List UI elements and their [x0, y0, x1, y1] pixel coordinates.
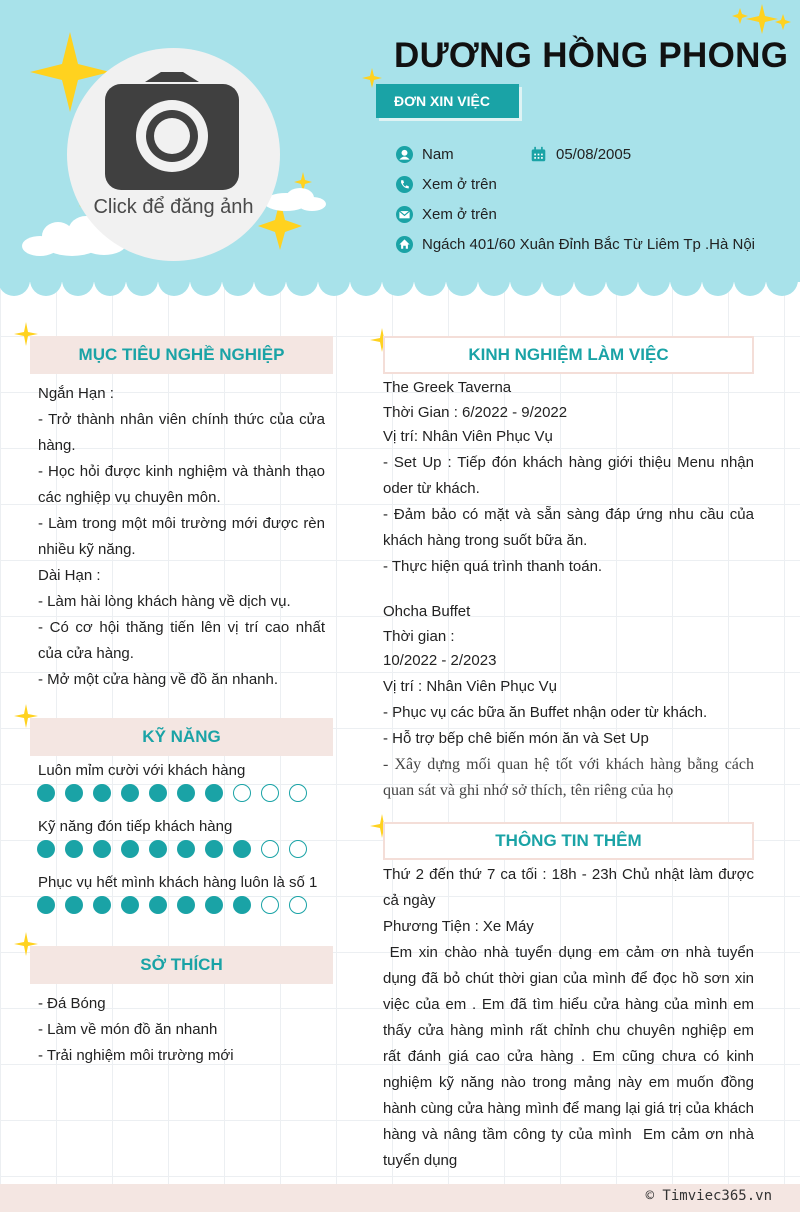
birthday-row	[530, 146, 631, 163]
rating-dot-filled	[233, 840, 251, 858]
footer	[0, 1184, 800, 1212]
phone-value: Xem ở trên	[422, 176, 497, 193]
rating-dot-filled	[121, 840, 139, 858]
career-goal-line: - Trở thành nhân viên chính thức của cửa hàng.	[38, 411, 325, 454]
address-value: Ngách 401/60 Xuân Đỉnh Bắc Từ Liêm Tp .Hà Nội	[422, 236, 756, 253]
footer-credit: © Timviec365.vn	[645, 1188, 772, 1204]
avatar-label: Click để đăng ảnh	[93, 196, 254, 218]
rating-dot-filled	[177, 896, 195, 914]
job-line: - Xây dựng mối quan hệ tốt với khách hàng bằng cách quan sát và ghi nhớ sở thích, tên riêng của họ	[383, 755, 754, 799]
header	[0, 0, 800, 300]
rating-dot-filled	[93, 896, 111, 914]
hobbies-content	[38, 991, 325, 1069]
rating-dot-filled	[205, 896, 223, 914]
address-row	[396, 236, 755, 253]
job-line: Ohcha Buffet	[383, 603, 471, 620]
skill-rating	[37, 784, 307, 802]
mail-icon	[396, 206, 413, 223]
calendar-icon	[530, 146, 547, 163]
rating-dot-filled	[205, 784, 223, 802]
applicant-name: DƯƠNG HỒNG PHONG	[394, 36, 789, 75]
rating-dot-empty	[289, 784, 307, 802]
phone-row	[396, 176, 497, 193]
job-1	[383, 376, 754, 580]
career-goal-heading: MỤC TIÊU NGHỀ NGHIỆP	[30, 336, 333, 374]
skill-name: Phục vụ hết mình khách hàng luôn là số 1	[38, 874, 318, 891]
phone-icon	[396, 176, 413, 193]
job-line: Thời Gian : 6/2022 - 9/2022	[383, 403, 568, 421]
skills-heading: KỸ NĂNG	[30, 718, 333, 756]
rating-dot-filled	[149, 784, 167, 802]
home-icon	[396, 236, 413, 253]
career-goal-line: - Học hỏi được kinh nghiệm và thành thạo các nghiệp vụ chuyên môn.	[38, 463, 325, 506]
rating-dot-filled	[233, 896, 251, 914]
email-row	[396, 206, 497, 223]
rating-dot-filled	[177, 840, 195, 858]
skill-rating	[37, 896, 307, 914]
rating-dot-filled	[149, 840, 167, 858]
rating-dot-filled	[93, 840, 111, 858]
hobby-item: - Làm về món đồ ăn nhanh	[38, 1021, 218, 1038]
rating-dot-empty	[233, 784, 251, 802]
career-goal-line: - Có cơ hội thăng tiến lên vị trí cao nhất của cửa hàng.	[38, 619, 325, 662]
skill-rating	[37, 840, 307, 858]
rating-dot-filled	[93, 784, 111, 802]
rating-dot-filled	[65, 896, 83, 914]
birthday-value: 05/08/2005	[556, 146, 632, 163]
rating-dot-filled	[65, 784, 83, 802]
rating-dot-empty	[289, 896, 307, 914]
gender-row	[396, 146, 454, 163]
career-goal-line: - Mở một cửa hàng về đồ ăn nhanh.	[38, 671, 279, 688]
gender-value: Nam	[422, 146, 454, 163]
skill-name: Kỹ năng đón tiếp khách hàng	[38, 818, 233, 835]
job-line: 10/2022 - 2/2023	[383, 652, 497, 669]
career-goal-line: - Làm trong một môi trường mới được rèn nhiều kỹ năng.	[38, 515, 325, 558]
rating-dot-filled	[65, 840, 83, 858]
job-line: Vị trí : Nhân Viên Phục Vụ	[383, 677, 557, 695]
experience-heading: KINH NGHIỆM LÀM VIỆC	[383, 336, 754, 374]
job-line: - Set Up : Tiếp đón khách hàng giới thiệu Menu nhận oder từ khách.	[383, 453, 754, 497]
avatar-upload[interactable]	[67, 48, 280, 261]
skill-name: Luôn mỉm cười với khách hàng	[38, 762, 246, 779]
rating-dot-empty	[261, 784, 279, 802]
person-icon	[396, 146, 413, 163]
career-goal-line: - Làm hài lòng khách hàng về dịch vụ.	[38, 593, 291, 610]
job-line: - Phục vụ các bữa ăn Buffet nhận oder từ khách.	[383, 703, 708, 721]
rating-dot-filled	[37, 784, 55, 802]
rating-dot-filled	[121, 896, 139, 914]
rating-dot-filled	[121, 784, 139, 802]
email-value: Xem ở trên	[422, 206, 497, 223]
career-goal-line: Ngắn Hạn :	[38, 385, 114, 402]
job-line: The Greek Taverna	[383, 379, 512, 396]
rating-dot-filled	[37, 896, 55, 914]
job-2	[383, 600, 754, 804]
rating-dot-empty	[261, 896, 279, 914]
hobby-item: - Đá Bóng	[38, 995, 106, 1012]
rating-dot-filled	[149, 896, 167, 914]
additional-info-content	[383, 862, 759, 1174]
hobbies-heading: SỞ THÍCH	[30, 946, 333, 984]
job-line: Thời gian :	[383, 627, 455, 645]
job-line: Vị trí: Nhân Viên Phục Vụ	[383, 428, 553, 445]
career-goal-line: Dài Hạn :	[38, 567, 101, 584]
rating-dot-empty	[261, 840, 279, 858]
position-tag: ĐƠN XIN VIỆC	[376, 84, 519, 118]
job-line: - Đảm bảo có mặt và sẵn sàng đáp ứng nhu cầu của khách hàng trong suốt bữa ăn.	[383, 505, 754, 549]
camera-icon	[105, 72, 239, 190]
additional-line: Em xin chào nhà tuyển dụng em cảm ơn nhà tuyển dụng đã bỏ chút thời gian của mình để đọc hồ sơn xin việc của em . Em đã tìm hiểu cửa hàng của mình em thấy cửa hàng mình rất chỉnh chu chuyên nghiệp em rất đánh giá cao cửa hàng . Em cũng chưa có kinh nghiệm kỹ năng nào trong mảng này em muốn đồng hành cùng cửa hàng mình để mang lại giá trị của khách hàng và nâng tầm công ty của mình Em cảm ơn nhà tuyển dụng	[383, 944, 759, 1169]
job-line: - Hỗ trợ bếp chê biến món ăn và Set Up	[383, 729, 649, 747]
additional-line: Phương Tiện : Xe Máy	[383, 918, 534, 935]
additional-info-heading: THÔNG TIN THÊM	[383, 822, 754, 860]
hobby-item: - Trải nghiệm môi trường mới	[38, 1047, 234, 1064]
rating-dot-filled	[37, 840, 55, 858]
additional-line: Thứ 2 đến thứ 7 ca tối : 18h - 23h Chủ nhật làm được cả ngày	[383, 866, 754, 909]
job-line: - Thực hiện quá trình thanh toán.	[383, 557, 603, 575]
rating-dot-empty	[289, 840, 307, 858]
career-goal-content	[38, 381, 325, 693]
rating-dot-filled	[205, 840, 223, 858]
rating-dot-filled	[177, 784, 195, 802]
